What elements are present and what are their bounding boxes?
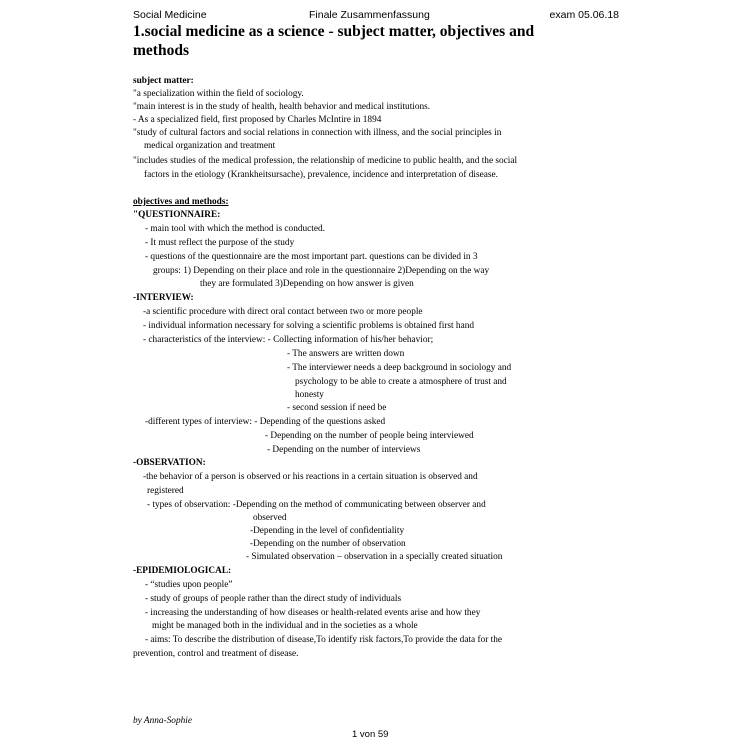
- observation-line: - Simulated observation – observation in a specially created situation: [246, 552, 503, 562]
- observation-line: - types of observation: -Depending on the method of communicating between observer and: [147, 500, 486, 510]
- interview-line: -a scientific procedure with direct oral contact between two or more people: [143, 307, 423, 317]
- observation-heading: -OBSERVATION:: [133, 458, 206, 468]
- epidemiological-heading: -EPIDEMIOLOGICAL:: [133, 566, 232, 576]
- observation-line: -the behavior of a person is observed or his reactions in a certain situation is observed and: [143, 472, 478, 482]
- subject-line: "includes studies of the medical profession, the relationship of medicine to public health, and the social: [133, 156, 518, 166]
- observation-line: registered: [147, 486, 184, 496]
- subject-line: "a specialization within the field of sociology.: [133, 89, 304, 99]
- questionnaire-line: - main tool with which the method is conducted.: [145, 224, 325, 234]
- header-center: Finale Zusammenfassung: [309, 9, 430, 21]
- interview-line: - Depending on the number of interviews: [267, 445, 421, 455]
- subject-line: "study of cultural factors and social relations in connection with illness, and the social principles in: [133, 128, 502, 138]
- epidemiological-line: - increasing the understanding of how diseases or health-related events arise and how they: [145, 608, 481, 618]
- questionnaire-line: - questions of the questionnaire are the most important part. questions can be divided in 3: [145, 252, 478, 262]
- interview-line: - Depending on the number of people being interviewed: [265, 431, 474, 441]
- interview-line: - individual information necessary for solving a scientific problems is obtained first hand: [143, 321, 474, 331]
- observation-line: -Depending on the number of observation: [250, 539, 406, 549]
- questionnaire-heading: "QUESTIONNAIRE:: [133, 210, 221, 220]
- observation-line: observed: [253, 513, 287, 523]
- interview-line: psychology to be able to create a atmosphere of trust and: [295, 377, 507, 387]
- questionnaire-line: they are formulated 3)Depending on how answer is given: [200, 279, 414, 289]
- epidemiological-line: might be managed both in the individual and in the societies as a whole: [152, 621, 418, 631]
- interview-line: honesty: [295, 390, 324, 400]
- subject-line: factors in the etiology (Krankheitsursache), prevalence, incidence and interpretation of disease.: [144, 170, 498, 180]
- subject-line: - As a specialized field, first proposed by Charles McIntire in 1894: [133, 115, 382, 125]
- questionnaire-line: - It must reflect the purpose of the study: [145, 238, 295, 248]
- epidemiological-line: - study of groups of people rather than the direct study of individuals: [145, 594, 402, 604]
- interview-line: - The answers are written down: [287, 349, 405, 359]
- subject-line: "main interest is in the study of health, health behavior and medical institutions.: [133, 102, 431, 112]
- author-signature: by Anna-Sophie: [133, 716, 192, 726]
- interview-line: -different types of interview: - Depending of the questions asked: [145, 417, 386, 427]
- interview-line: - The interviewer needs a deep background in sociology and: [287, 363, 512, 373]
- page-number: 1 von 59: [352, 729, 389, 740]
- subject-line: medical organization and treatment: [144, 141, 276, 151]
- document-title: 1.social medicine as a science - subject matter, objectives and methods: [133, 23, 535, 59]
- epidemiological-line: - aims: To describe the distribution of disease,To identify risk factors,To provide the data for the: [145, 635, 503, 645]
- observation-line: -Depending in the level of confidentiality: [250, 526, 405, 536]
- questionnaire-line: groups: 1) Depending on their place and role in the questionnaire 2)Depending on the way: [153, 266, 490, 276]
- objectives-heading: objectives and methods:: [133, 197, 229, 207]
- interview-line: - second session if need be: [287, 403, 387, 413]
- interview-heading: -INTERVIEW:: [133, 293, 194, 303]
- epidemiological-line: - “studies upon people”: [145, 580, 233, 590]
- epidemiological-line: prevention, control and treatment of disease.: [133, 649, 299, 659]
- header-right: exam 05.06.18: [549, 9, 619, 21]
- interview-line: - characteristics of the interview: - Collecting information of his/her behavior;: [143, 335, 434, 345]
- subject-heading: subject matter:: [133, 76, 194, 86]
- header-left: Social Medicine: [133, 9, 207, 21]
- page-header: [133, 9, 619, 23]
